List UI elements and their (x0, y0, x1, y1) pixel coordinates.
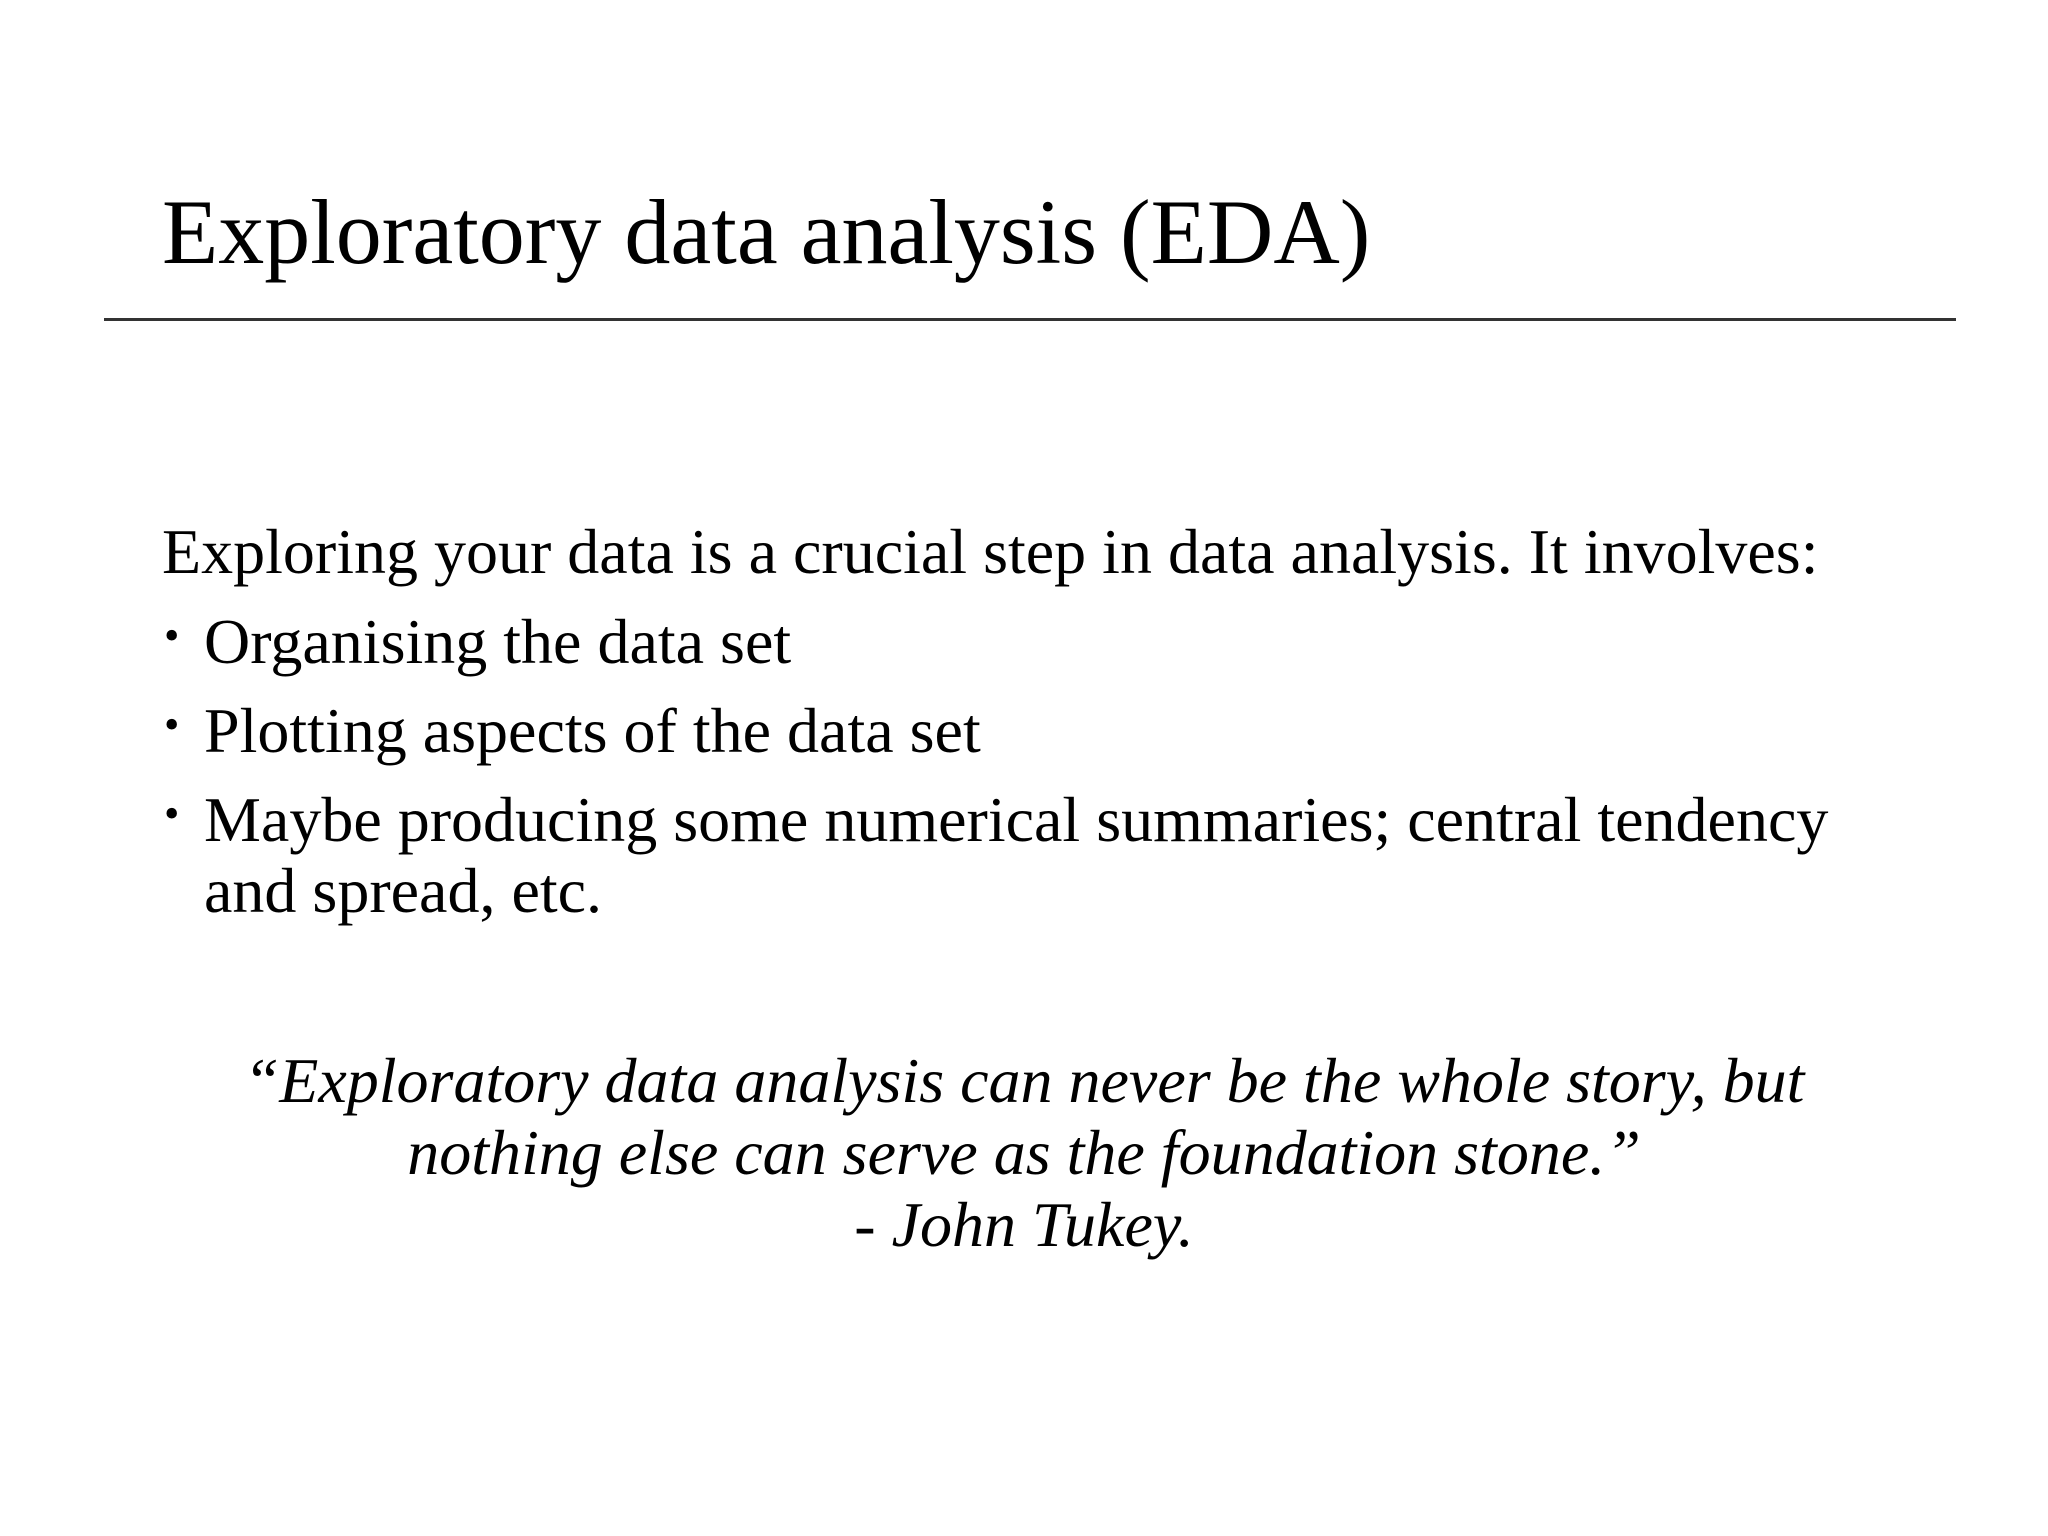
bullet-text: Organising the data set (204, 606, 792, 677)
title-divider (104, 318, 1956, 321)
bullet-item (162, 606, 1922, 677)
bullet-text: Maybe producing some numerical summaries; central tendency and spread, etc. (204, 784, 1829, 926)
bullet-item (162, 784, 1922, 926)
tukey-quote (120, 1045, 1928, 1261)
bullet-text: Plotting aspects of the data set (204, 695, 981, 766)
quote-line-1: “Exploratory data analysis can never be the whole story, but (243, 1045, 1805, 1116)
slide-title: Exploratory data analysis (EDA) (162, 181, 1371, 283)
bullet-list (162, 606, 1922, 944)
quote-attribution: - John Tukey. (854, 1189, 1194, 1260)
bullet-marker: • (164, 789, 180, 838)
bullet-item (162, 695, 1922, 766)
quote-line-2: nothing else can serve as the foundation stone.” (407, 1117, 1641, 1188)
bullet-marker: • (164, 611, 180, 660)
bullet-marker: • (164, 700, 180, 749)
intro-text: Exploring your data is a crucial step in data analysis. It involves: (162, 516, 1819, 587)
